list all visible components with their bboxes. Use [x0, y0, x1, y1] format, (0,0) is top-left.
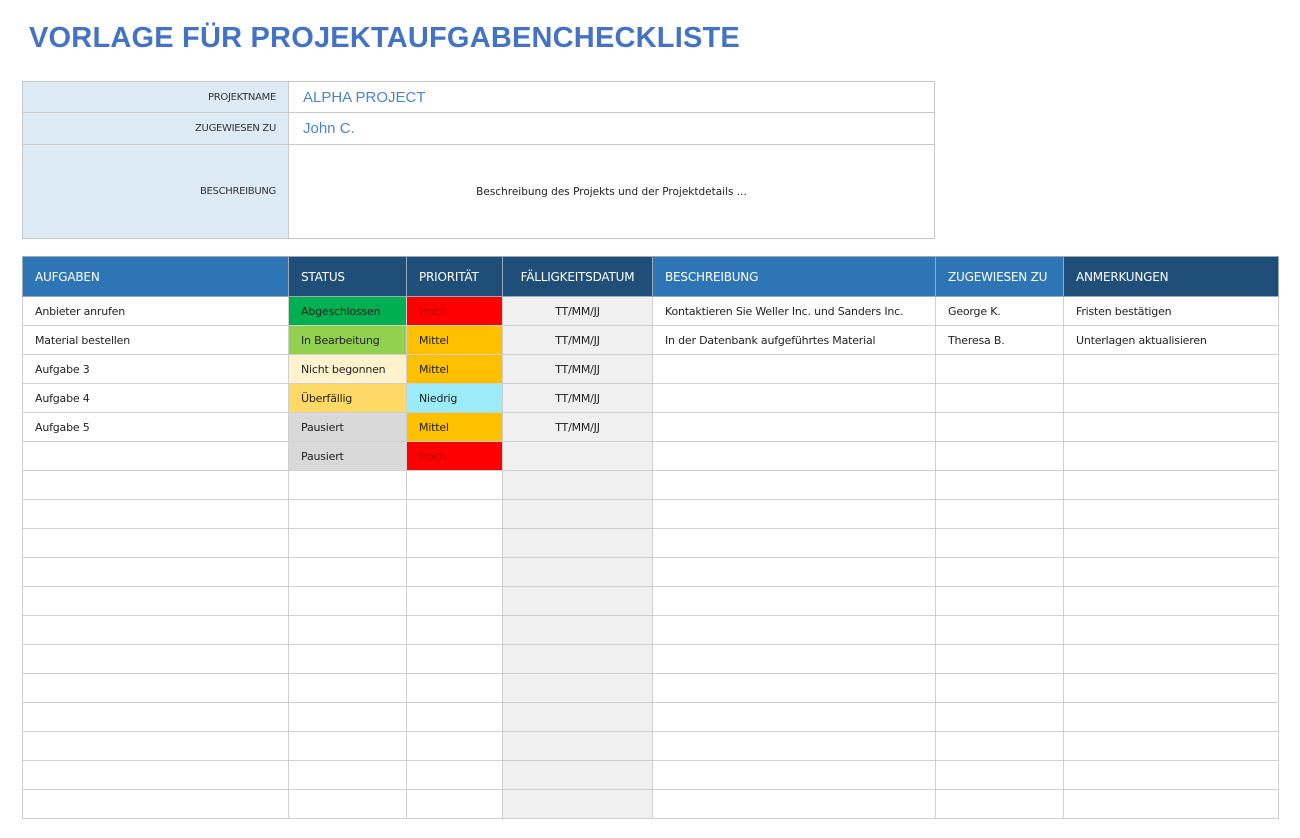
notes-cell[interactable] — [1064, 645, 1279, 674]
notes-cell[interactable] — [1064, 732, 1279, 761]
task-table-body — [23, 297, 1279, 819]
task-cell[interactable] — [23, 529, 289, 558]
description-cell[interactable] — [653, 471, 936, 500]
task-cell[interactable] — [23, 471, 289, 500]
task-cell[interactable]: Aufgabe 5 — [23, 413, 289, 442]
assigned-cell[interactable] — [936, 384, 1064, 413]
table-row — [23, 645, 1279, 674]
description-cell[interactable]: In der Datenbank aufgeführtes Material — [653, 326, 936, 355]
assigned-cell[interactable]: Theresa B. — [936, 326, 1064, 355]
assigned-cell[interactable] — [936, 529, 1064, 558]
table-row — [23, 761, 1279, 790]
table-row — [23, 384, 1279, 413]
notes-cell[interactable] — [1064, 790, 1279, 819]
project-name-row — [23, 82, 935, 113]
description-cell[interactable] — [653, 355, 936, 384]
priority-cell[interactable] — [407, 732, 503, 761]
description-cell[interactable] — [653, 674, 936, 703]
notes-cell[interactable] — [1064, 442, 1279, 471]
table-row — [23, 413, 1279, 442]
priority-cell[interactable] — [407, 471, 503, 500]
priority-cell[interactable] — [407, 645, 503, 674]
status-cell[interactable]: Pausiert — [289, 413, 407, 442]
notes-cell[interactable] — [1064, 471, 1279, 500]
project-name-field[interactable]: ALPHA PROJECT — [289, 82, 935, 113]
status-cell[interactable] — [289, 529, 407, 558]
description-cell[interactable] — [653, 703, 936, 732]
task-cell[interactable]: Material bestellen — [23, 326, 289, 355]
priority-cell[interactable]: Mittel — [407, 413, 503, 442]
description-cell[interactable] — [653, 587, 936, 616]
assigned-cell[interactable] — [936, 355, 1064, 384]
due-date-cell[interactable]: TT/MM/JJ — [503, 326, 653, 355]
description-cell[interactable] — [653, 761, 936, 790]
status-cell[interactable] — [289, 471, 407, 500]
table-row — [23, 703, 1279, 732]
assigned-cell[interactable] — [936, 761, 1064, 790]
priority-cell[interactable]: Hoch — [407, 297, 503, 326]
project-info-table — [22, 81, 935, 239]
status-cell[interactable] — [289, 500, 407, 529]
description-cell[interactable] — [653, 442, 936, 471]
table-row — [23, 355, 1279, 384]
description-cell[interactable] — [653, 529, 936, 558]
due-date-cell[interactable] — [503, 761, 653, 790]
priority-cell[interactable]: Hoch — [407, 442, 503, 471]
table-header-row — [23, 257, 1279, 297]
description-label: BESCHREIBUNG — [23, 145, 289, 239]
notes-cell[interactable] — [1064, 384, 1279, 413]
task-cell[interactable] — [23, 558, 289, 587]
header-anmerkungen: ANMERKUNGEN — [1064, 257, 1279, 297]
due-date-cell[interactable] — [503, 558, 653, 587]
page-title: VORLAGE FÜR PROJEKTAUFGABENCHECKLISTE — [29, 22, 740, 54]
task-cell[interactable] — [23, 587, 289, 616]
table-row — [23, 674, 1279, 703]
status-cell[interactable]: Nicht begonnen — [289, 355, 407, 384]
assigned-cell[interactable] — [936, 645, 1064, 674]
table-row — [23, 558, 1279, 587]
description-row — [23, 145, 935, 239]
table-row — [23, 500, 1279, 529]
notes-cell[interactable] — [1064, 674, 1279, 703]
priority-cell[interactable] — [407, 558, 503, 587]
assigned-cell[interactable] — [936, 558, 1064, 587]
task-cell[interactable]: Anbieter anrufen — [23, 297, 289, 326]
table-row — [23, 471, 1279, 500]
priority-cell[interactable] — [407, 703, 503, 732]
notes-cell[interactable]: Unterlagen aktualisieren — [1064, 326, 1279, 355]
task-cell[interactable] — [23, 500, 289, 529]
notes-cell[interactable] — [1064, 355, 1279, 384]
task-cell[interactable]: Aufgabe 4 — [23, 384, 289, 413]
assigned-cell[interactable] — [936, 732, 1064, 761]
notes-cell[interactable] — [1064, 616, 1279, 645]
status-cell[interactable]: Abgeschlossen — [289, 297, 407, 326]
description-cell[interactable] — [653, 790, 936, 819]
due-date-cell[interactable] — [503, 587, 653, 616]
priority-cell[interactable]: Niedrig — [407, 384, 503, 413]
priority-cell[interactable] — [407, 587, 503, 616]
due-date-cell[interactable] — [503, 732, 653, 761]
table-row — [23, 732, 1279, 761]
assigned-cell[interactable] — [936, 790, 1064, 819]
description-cell[interactable]: Kontaktieren Sie Weller Inc. und Sanders Inc. — [653, 297, 936, 326]
table-row — [23, 587, 1279, 616]
assigned-cell[interactable] — [936, 674, 1064, 703]
table-row — [23, 790, 1279, 819]
status-cell[interactable] — [289, 761, 407, 790]
description-cell[interactable] — [653, 616, 936, 645]
due-date-cell[interactable] — [503, 500, 653, 529]
task-cell[interactable] — [23, 790, 289, 819]
assigned-label: ZUGEWIESEN ZU — [23, 113, 289, 145]
priority-cell[interactable] — [407, 529, 503, 558]
due-date-cell[interactable]: TT/MM/JJ — [503, 297, 653, 326]
status-cell[interactable] — [289, 645, 407, 674]
priority-cell[interactable] — [407, 761, 503, 790]
notes-cell[interactable] — [1064, 413, 1279, 442]
priority-cell[interactable] — [407, 790, 503, 819]
status-cell[interactable] — [289, 732, 407, 761]
notes-cell[interactable]: Fristen bestätigen — [1064, 297, 1279, 326]
task-table — [22, 256, 1279, 819]
task-cell[interactable] — [23, 674, 289, 703]
status-cell[interactable] — [289, 587, 407, 616]
due-date-cell[interactable] — [503, 616, 653, 645]
header-status: STATUS — [289, 257, 407, 297]
notes-cell[interactable] — [1064, 761, 1279, 790]
description-cell[interactable] — [653, 413, 936, 442]
status-cell[interactable]: In Bearbeitung — [289, 326, 407, 355]
assigned-cell[interactable] — [936, 442, 1064, 471]
task-cell[interactable] — [23, 732, 289, 761]
due-date-cell[interactable]: TT/MM/JJ — [503, 384, 653, 413]
status-cell[interactable] — [289, 558, 407, 587]
assigned-cell[interactable] — [936, 616, 1064, 645]
assigned-cell[interactable] — [936, 413, 1064, 442]
assigned-cell[interactable] — [936, 471, 1064, 500]
task-cell[interactable] — [23, 442, 289, 471]
status-cell[interactable]: Pausiert — [289, 442, 407, 471]
notes-cell[interactable] — [1064, 703, 1279, 732]
priority-cell[interactable] — [407, 674, 503, 703]
notes-cell[interactable] — [1064, 500, 1279, 529]
table-row — [23, 616, 1279, 645]
table-row — [23, 297, 1279, 326]
description-cell[interactable] — [653, 558, 936, 587]
status-cell[interactable] — [289, 703, 407, 732]
due-date-cell[interactable] — [503, 703, 653, 732]
priority-cell[interactable] — [407, 616, 503, 645]
priority-cell[interactable]: Mittel — [407, 355, 503, 384]
description-cell[interactable] — [653, 732, 936, 761]
assigned-row — [23, 113, 935, 145]
priority-cell[interactable]: Mittel — [407, 326, 503, 355]
header-faelligkeitsdatum: FÄLLIGKEITSDATUM — [503, 257, 653, 297]
due-date-cell[interactable] — [503, 529, 653, 558]
status-cell[interactable] — [289, 790, 407, 819]
assigned-cell[interactable] — [936, 500, 1064, 529]
notes-cell[interactable] — [1064, 587, 1279, 616]
task-cell[interactable] — [23, 703, 289, 732]
table-row — [23, 326, 1279, 355]
due-date-cell[interactable] — [503, 790, 653, 819]
header-prioritaet: PRIORITÄT — [407, 257, 503, 297]
header-aufgaben: AUFGABEN — [23, 257, 289, 297]
header-beschreibung: BESCHREIBUNG — [653, 257, 936, 297]
header-zugewiesen-zu: ZUGEWIESEN ZU — [936, 257, 1064, 297]
status-cell[interactable] — [289, 616, 407, 645]
assigned-cell[interactable] — [936, 703, 1064, 732]
notes-cell[interactable] — [1064, 558, 1279, 587]
due-date-cell[interactable]: TT/MM/JJ — [503, 355, 653, 384]
project-name-label: PROJEKTNAME — [23, 82, 289, 113]
task-cell[interactable] — [23, 761, 289, 790]
task-cell[interactable] — [23, 616, 289, 645]
due-date-cell[interactable] — [503, 471, 653, 500]
assigned-field[interactable]: John C. — [289, 113, 935, 145]
description-cell[interactable] — [653, 500, 936, 529]
table-row — [23, 529, 1279, 558]
status-cell[interactable] — [289, 674, 407, 703]
due-date-cell[interactable] — [503, 442, 653, 471]
priority-cell[interactable] — [407, 500, 503, 529]
assigned-cell[interactable]: George K. — [936, 297, 1064, 326]
table-row — [23, 442, 1279, 471]
assigned-cell[interactable] — [936, 587, 1064, 616]
description-field[interactable]: Beschreibung des Projekts und der Projektdetails ... — [289, 145, 935, 239]
notes-cell[interactable] — [1064, 529, 1279, 558]
status-cell[interactable]: Überfällig — [289, 384, 407, 413]
due-date-cell[interactable] — [503, 645, 653, 674]
description-cell[interactable] — [653, 384, 936, 413]
due-date-cell[interactable] — [503, 674, 653, 703]
task-cell[interactable] — [23, 645, 289, 674]
task-cell[interactable]: Aufgabe 3 — [23, 355, 289, 384]
due-date-cell[interactable]: TT/MM/JJ — [503, 413, 653, 442]
description-cell[interactable] — [653, 645, 936, 674]
